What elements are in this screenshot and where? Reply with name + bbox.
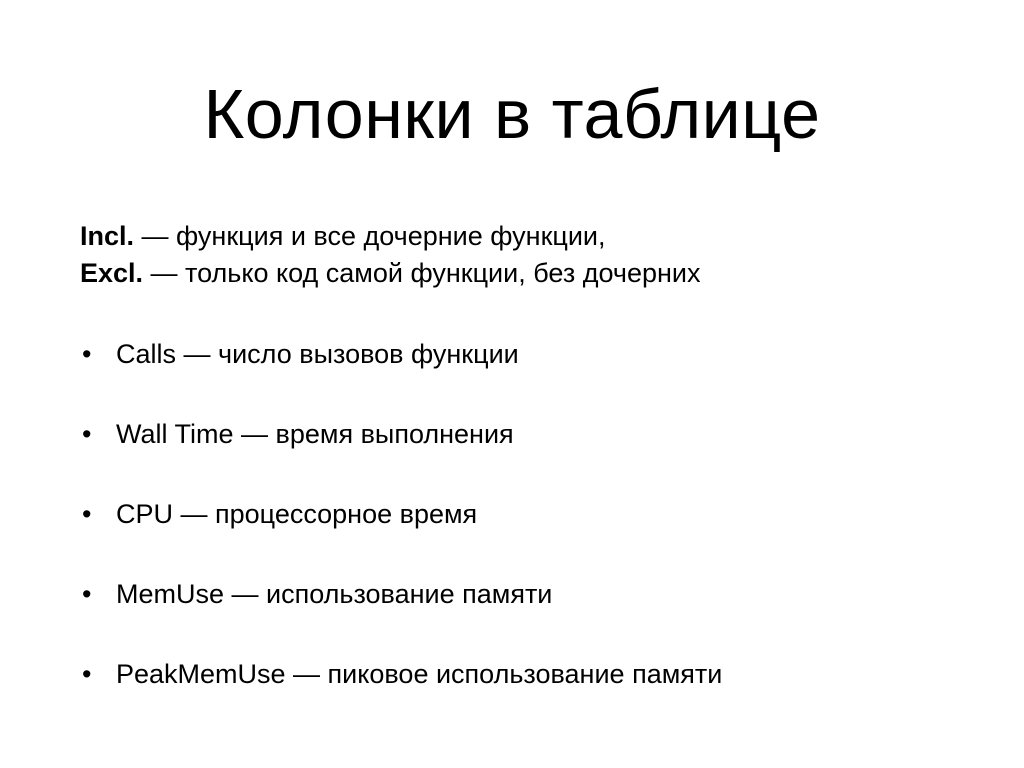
- definition-text: — только код самой функции, без дочерних: [143, 258, 701, 288]
- definitions-block: [80, 218, 700, 292]
- bullet-icon: •: [82, 499, 92, 529]
- definition-excl: [80, 255, 700, 292]
- bullet-icon: •: [82, 579, 92, 609]
- list-item: [80, 574, 722, 614]
- list-item-text: MemUse — использование памяти: [116, 579, 553, 609]
- list-item-text: Wall Time — время выполнения: [116, 419, 514, 449]
- list-item-text: CPU — процессорное время: [116, 499, 478, 529]
- bullet-icon: •: [82, 339, 92, 369]
- list-item-text: Calls — число вызовов функции: [116, 339, 519, 369]
- list-item: [80, 414, 722, 454]
- list-item: [80, 654, 722, 694]
- bullet-icon: •: [82, 419, 92, 449]
- definition-incl: [80, 218, 700, 255]
- list-item: [80, 334, 722, 374]
- bullet-list: [80, 334, 722, 734]
- list-item-text: PeakMemUse — пиковое использование памяти: [116, 659, 723, 689]
- definition-term: Incl.: [80, 221, 135, 251]
- list-item: [80, 494, 722, 534]
- bullet-icon: •: [82, 659, 92, 689]
- definition-term: Excl.: [80, 258, 144, 288]
- slide-title: Колонки в таблице: [203, 75, 821, 153]
- definition-text: — функция и все дочерние функции,: [134, 221, 606, 251]
